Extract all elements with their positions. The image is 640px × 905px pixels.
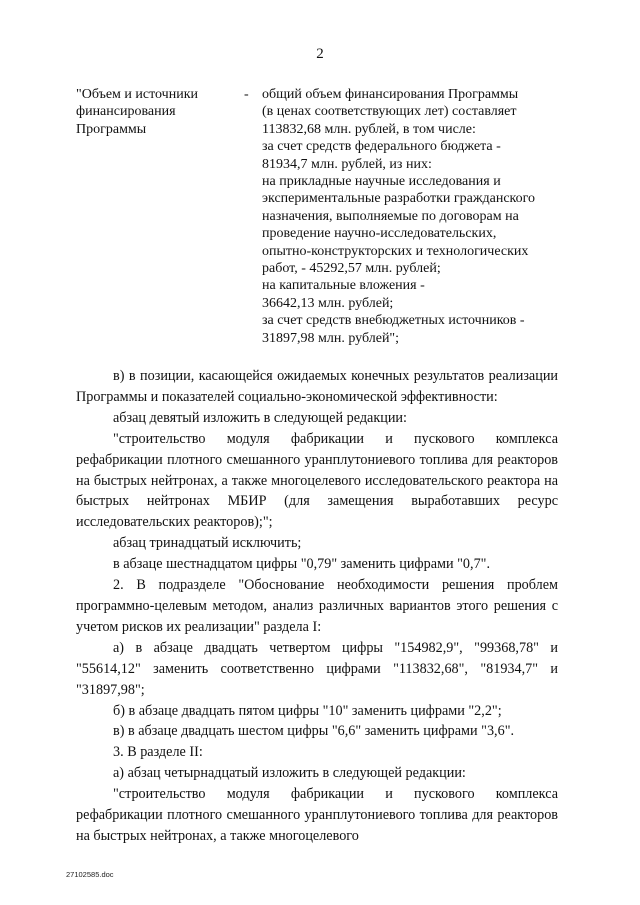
paragraph: а) в абзаце двадцать четвертом цифры "154982,9", "99368,78" и "55614,12" заменить соответственно цифрами "113832,68", "81934,7" и "31897,98"; [76,639,558,698]
paragraph: "строительство модуля фабрикации и пускового комплекса рефабрикации плотного смешанного уранплутониевого топлива для реакторов на быстрых нейтронах, а также многоцелевого [76,786,558,844]
passport-value-line: 113832,68 млн. рублей, в том числе: [262,121,476,137]
passport-value-line: на капитальные вложения - [262,278,425,294]
paragraph: в) в позиции, касающейся ожидаемых конечных результатов реализации Программы и показателей социально-экономической эффективности: [76,368,558,405]
passport-value-line: на прикладные научные исследования и [262,174,501,190]
passport-value-line: проведение научно-исследовательских, [262,226,497,242]
footer-filename: 27102585.doc [66,870,114,879]
passport-dash: - [244,87,249,102]
paragraph: в) в абзаце двадцать шестом цифры "6,6" заменить цифрами "3,6". [113,723,515,740]
paragraph: абзац девятый изложить в следующей редакции: [113,409,407,426]
passport-value-line: опытно-конструкторских и технологических [262,243,529,259]
document-body [76,366,558,847]
passport-value-line: работ, - 45292,57 млн. рублей; [262,261,441,277]
passport-value-line: 81934,7 млн. рублей, из них: [262,156,432,172]
paragraph: б) в абзаце двадцать пятом цифры "10" заменить цифрами "2,2"; [113,702,502,719]
passport-value-line: общий объем финансирования Программы [262,87,519,102]
paragraph: абзац тринадцатый исключить; [113,535,302,552]
passport-value-line: 31897,98 млн. рублей"; [262,330,400,346]
paragraph: в абзаце шестнадцатом цифры "0,79" заменить цифрами "0,7". [113,556,491,573]
passport-value-line: за счет средств федерального бюджета - [262,139,501,155]
paragraph: 2. В подразделе "Обоснование необходимости решения проблем программно-целевым методом, анализ различных вариантов этого решения с учетом рисков их реализации" раздела I: [76,577,558,635]
passport-label: "Объем и источники финансирования Программы [76,87,199,137]
passport-value-line: экспериментальные разработки гражданского [262,191,536,207]
passport-value [262,86,566,347]
passport-value-line: назначения, выполняемые по договорам на [262,208,519,224]
passport-value-line: 36642,13 млн. рублей; [262,295,394,311]
page-number: 2 [316,46,324,62]
paragraph: а) абзац четырнадцатый изложить в следующей редакции: [113,765,466,782]
passport-value-line: (в ценах соответствующих лет) составляет [262,104,517,120]
paragraph: 3. В разделе II: [113,744,203,761]
passport-value-line: за счет средств внебюджетных источников - [262,313,525,329]
paragraph: "строительство модуля фабрикации и пускового комплекса рефабрикации плотного смешанного уранплутониевого топлива для реакторов на быстрых нейтронах, а также многоцелевого исследовательского реактора на быстрых нейтронах МБИР (для замещения выработавших ресурс исследовательских реакторов);"; [76,430,558,531]
